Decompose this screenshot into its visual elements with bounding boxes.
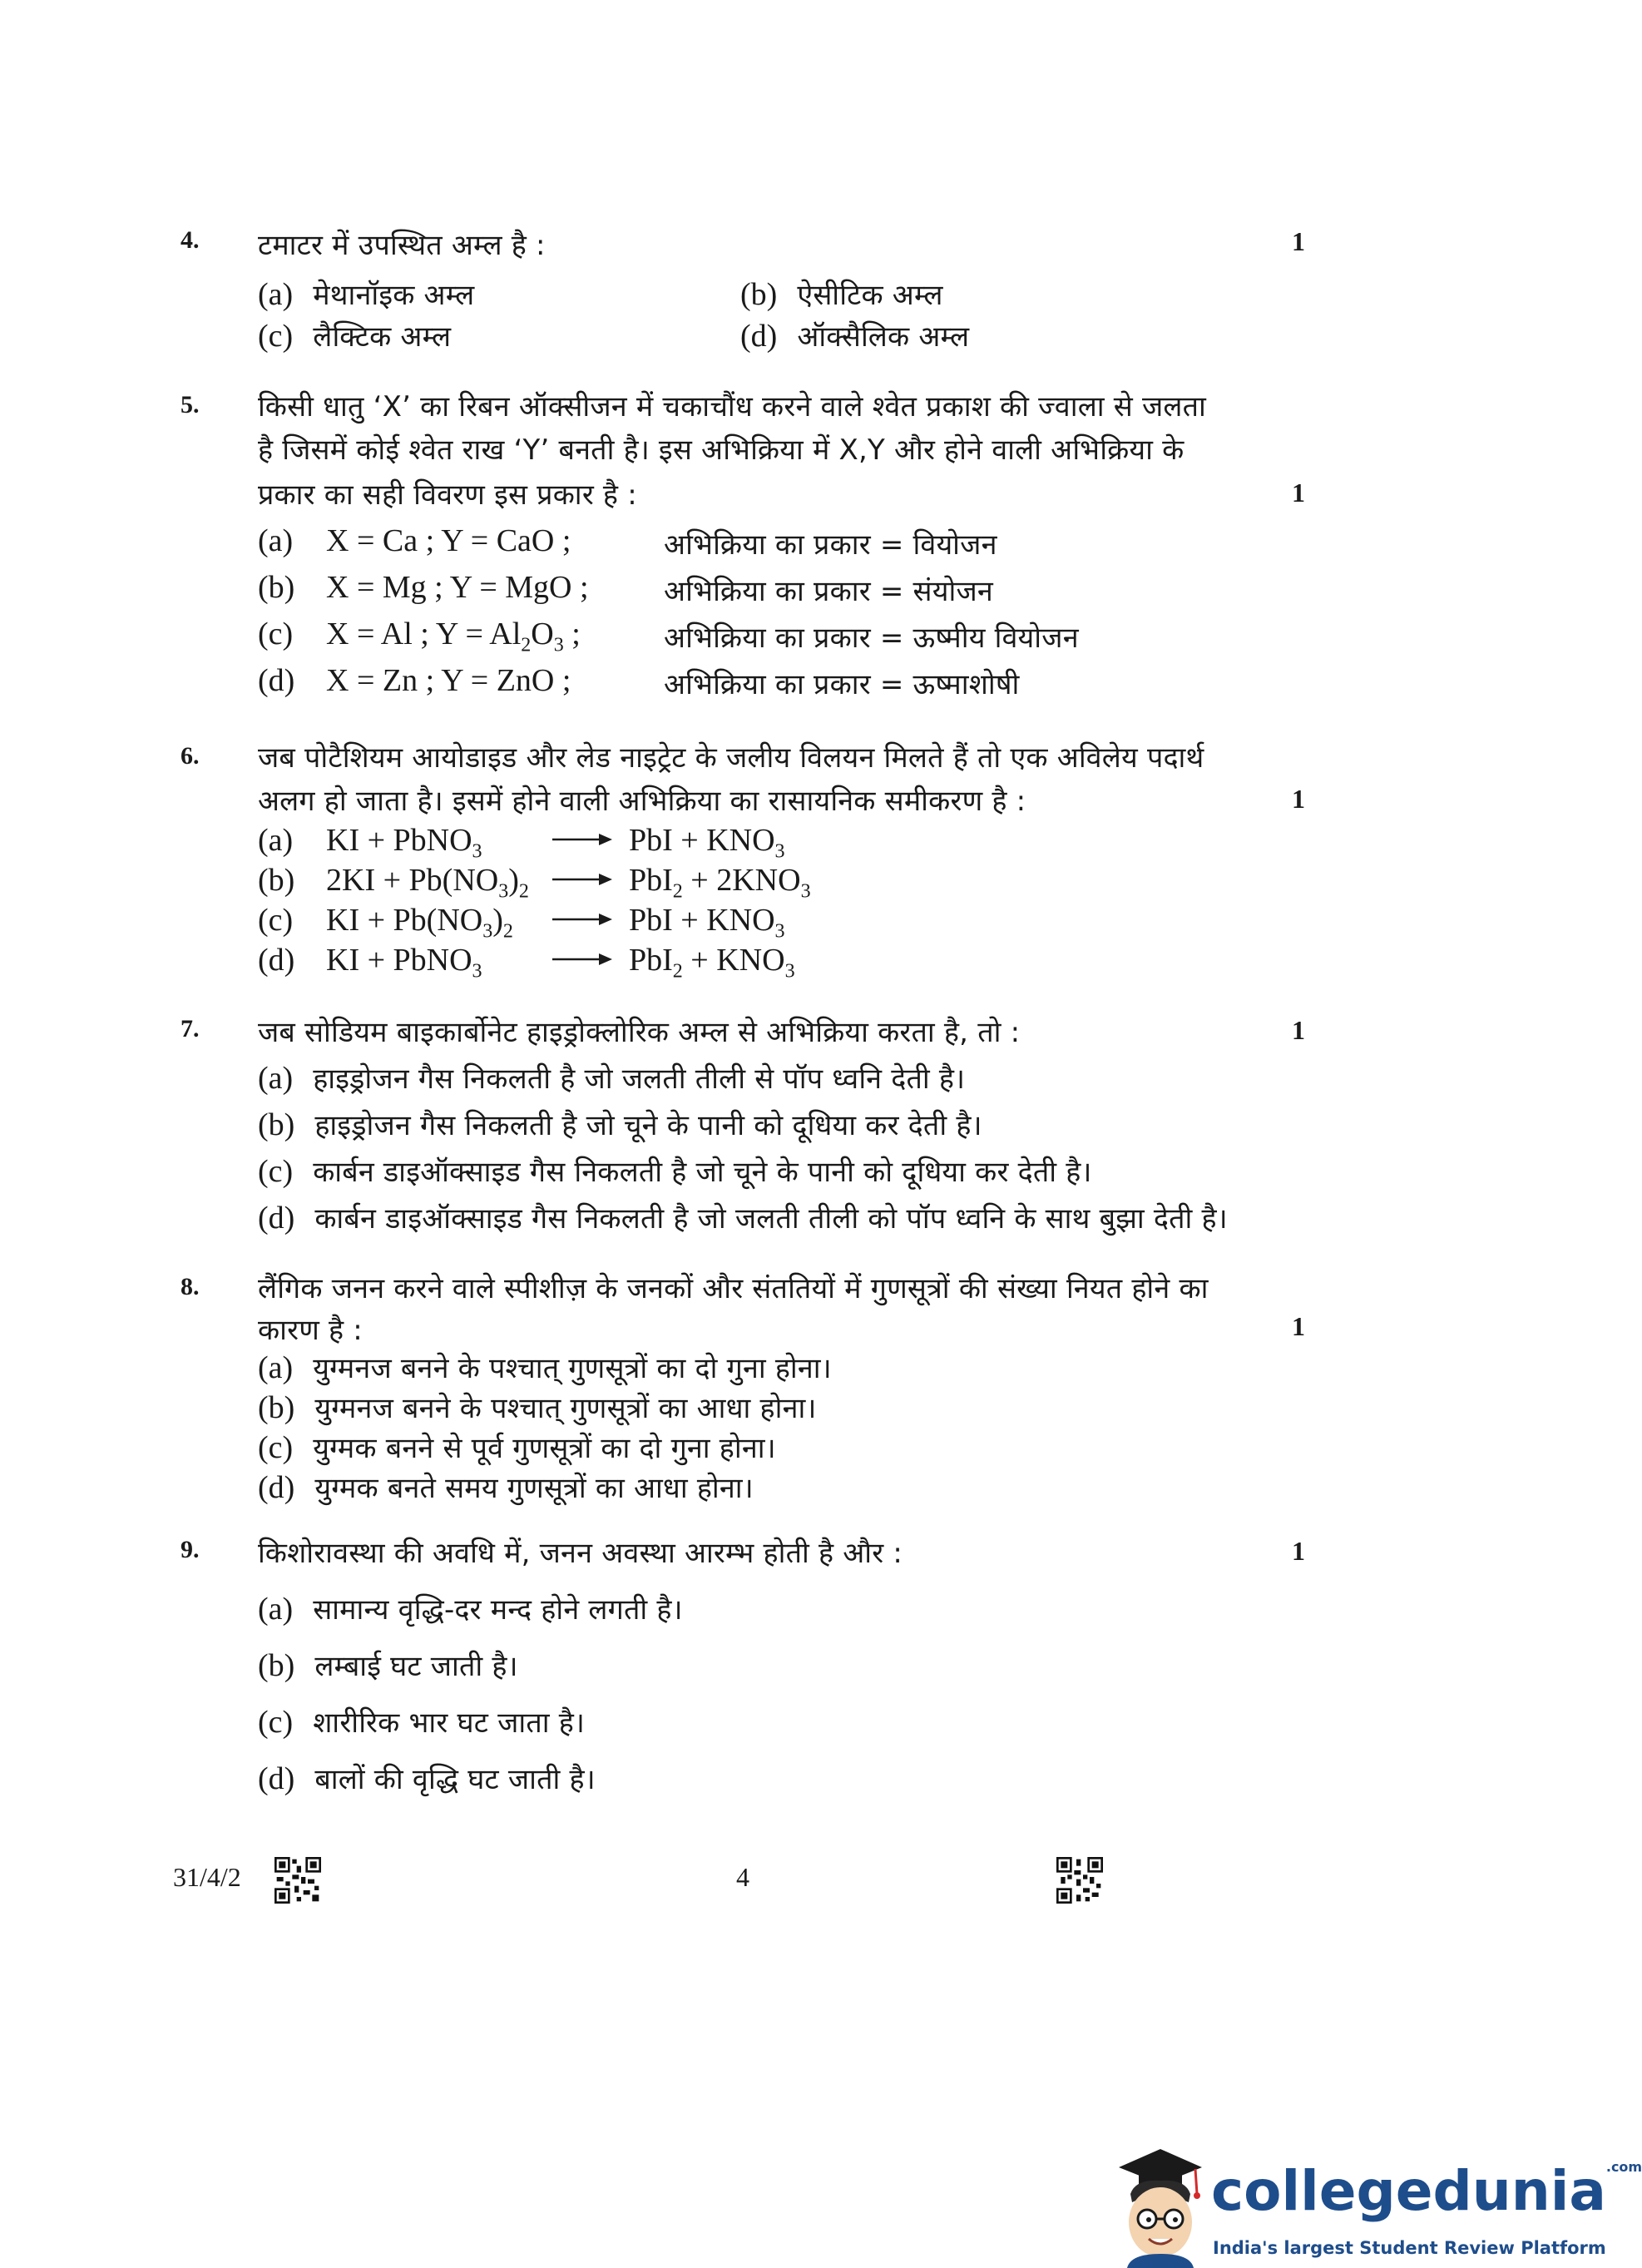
question-text-line: जब पोटैशियम आयोडाइड और लेड नाइट्रेट के जलीय विलयन मिलते हैं तो एक अविलेय पदार्थ <box>258 741 1204 775</box>
formula-subscript: 3 <box>800 880 811 903</box>
option-label: (a) <box>258 277 294 312</box>
formula-subscript: 3 <box>472 840 482 863</box>
option-row <box>258 1759 596 1797</box>
question-number: 7. <box>181 1015 200 1042</box>
option-label: (d) <box>258 1201 295 1236</box>
brand-tagline: India's largest Student Review Platform <box>1213 2238 1606 2258</box>
option-text: लैक्टिक अम्ल <box>313 320 452 354</box>
option-row <box>258 316 451 354</box>
formula-subscript: 2 <box>672 880 683 903</box>
option-label: (d) <box>258 1761 295 1796</box>
equation-lhs <box>326 822 482 864</box>
qr-code-icon <box>1056 1857 1103 1904</box>
option-text: सामान्य वृद्धि-दर मन्द होने लगती है। <box>313 1593 683 1627</box>
equation-rhs <box>629 862 811 904</box>
option-text: कार्बन डाइऑक्साइड गैस निकलती है जो जलती तीली को पॉप ध्वनि के साथ बुझा देती है। <box>314 1202 1228 1236</box>
option-text: युग्मक बनते समय गुणसूत्रों का आधा होना। <box>314 1472 754 1505</box>
option-text: युग्मक बनने से पूर्व गुणसूत्रों का दो गुना होना। <box>313 1432 776 1465</box>
option-text: शारीरिक भार घट जाता है। <box>313 1706 586 1740</box>
option-label: (c) <box>258 903 294 938</box>
question-text-line: लैंगिक जनन करने वाले स्पीशीज़ के जनकों और संततियों में गुणसूत्रों की संख्या नियत होने का <box>258 1272 1209 1305</box>
formula-subscript: 3 <box>498 880 509 903</box>
option-text: लम्बाई घट जाती है। <box>314 1650 518 1683</box>
option-label: (b) <box>258 570 295 605</box>
option-row <box>258 902 785 943</box>
equation-rhs <box>629 902 785 943</box>
option-label: (b) <box>258 1648 295 1683</box>
formula-subscript: 3 <box>784 960 795 983</box>
brand-logo-text <box>1211 2159 1642 2223</box>
formula-subscript: 3 <box>553 634 564 656</box>
question-marks: 1 <box>1292 226 1305 256</box>
option-formula: X = Zn ; Y = ZnO ; <box>326 663 571 698</box>
option-text: मेथानॉइक अम्ल <box>313 279 475 312</box>
option-row <box>258 1702 585 1741</box>
option-row <box>740 316 969 354</box>
question-number: 5. <box>181 391 200 418</box>
formula-subscript: 2 <box>502 920 513 943</box>
option-label: (d) <box>258 663 295 698</box>
formula-part: KI + PbNO <box>326 943 472 978</box>
option-reaction-type: अभिक्रिया का प्रकार = ऊष्मीय वियोजन <box>664 621 1079 655</box>
option-label: (c) <box>258 1430 294 1465</box>
option-row <box>258 569 993 608</box>
qr-code-icon <box>274 1857 321 1904</box>
equation-rhs <box>629 942 795 983</box>
reaction-arrow-icon <box>552 952 612 967</box>
option-row <box>258 1646 518 1684</box>
option-label: (d) <box>258 943 295 978</box>
formula-subscript: 2 <box>518 880 529 903</box>
option-row <box>258 275 474 313</box>
option-formula <box>326 616 581 657</box>
option-reaction-type: अभिक्रिया का प्रकार = वियोजन <box>664 528 997 562</box>
formula-part: ) <box>508 863 519 898</box>
option-row <box>258 1198 1228 1236</box>
option-label: (c) <box>258 1154 294 1189</box>
question-text-line: किसी धातु ‘X’ का रिबन ऑक्सीजन में चकाचौंध करने वाले श्वेत प्रकाश की ज्वाला से जलता <box>258 390 1207 423</box>
option-row <box>740 275 943 313</box>
reaction-arrow-icon <box>552 832 612 847</box>
reaction-arrow-icon <box>552 912 612 927</box>
question-text-line: कारण है : <box>258 1314 363 1347</box>
option-row <box>258 942 795 983</box>
option-formula: X = Ca ; Y = CaO ; <box>326 523 571 558</box>
question-marks: 1 <box>1292 478 1305 508</box>
option-text: हाइड्रोजन गैस निकलती है जो चूने के पानी को दूधिया कर देती है। <box>314 1109 982 1142</box>
brand-domain-suffix: .com <box>1605 2159 1642 2175</box>
formula-subscript: 3 <box>482 920 493 943</box>
option-reaction-type: अभिक्रिया का प्रकार = ऊष्माशोषी <box>664 668 1020 701</box>
option-text: हाइड्रोजन गैस निकलती है जो जलती तीली से पॉप ध्वनि देती है। <box>313 1062 966 1096</box>
option-label: (c) <box>258 319 294 354</box>
option-label: (b) <box>740 277 778 312</box>
reaction-arrow-icon <box>552 872 612 887</box>
option-row <box>258 662 1020 701</box>
question-text-line: प्रकार का सही विवरण इस प्रकार है : <box>258 478 637 512</box>
formula-part: PbI <box>629 943 673 978</box>
option-text: युग्मनज बनने के पश्चात् गुणसूत्रों का आधा होना। <box>314 1392 817 1425</box>
formula-part: KI + PbNO <box>326 823 472 858</box>
option-text: ऐसीटिक अम्ल <box>797 279 943 312</box>
option-text: कार्बन डाइऑक्साइड गैस निकलती है जो चूने के पानी को दूधिया कर देती है। <box>313 1156 1092 1189</box>
question-number: 4. <box>181 226 200 254</box>
question-number: 6. <box>181 742 200 770</box>
question-text: टमाटर में उपस्थित अम्ल है : <box>258 229 546 262</box>
formula-subscript: 2 <box>672 960 683 983</box>
option-row <box>258 822 785 863</box>
option-label: (c) <box>258 1705 294 1740</box>
formula-part: + KNO <box>682 943 785 978</box>
option-row <box>258 616 1079 656</box>
option-label: (a) <box>258 1350 294 1385</box>
option-label: (b) <box>258 1107 295 1142</box>
formula-part: ; <box>563 617 581 651</box>
formula-part: PbI + KNO <box>629 903 775 938</box>
question-number: 8. <box>181 1273 200 1300</box>
option-formula: X = Mg ; Y = MgO ; <box>326 570 589 605</box>
formula-part: PbI <box>629 863 673 898</box>
formula-subscript: 3 <box>774 840 785 863</box>
formula-part: 2KI + Pb(NO <box>326 863 499 898</box>
option-label: (a) <box>258 823 294 858</box>
brand-name: collegedunia <box>1211 2159 1606 2223</box>
option-text: युग्मनज बनने के पश्चात् गुणसूत्रों का दो गुना होना। <box>313 1352 832 1385</box>
formula-part: O <box>531 617 554 651</box>
formula-subscript: 2 <box>521 634 532 656</box>
paper-code: 31/4/2 <box>173 1862 241 1892</box>
option-label: (a) <box>258 1061 294 1096</box>
question-marks: 1 <box>1292 1311 1305 1341</box>
option-row <box>258 522 997 562</box>
equation-lhs <box>326 902 513 943</box>
option-text: बालों की वृद्धि घट जाती है। <box>314 1763 596 1796</box>
option-label: (c) <box>258 617 294 651</box>
formula-part: PbI + KNO <box>629 823 775 858</box>
option-row <box>258 1058 965 1097</box>
page-number: 4 <box>736 1862 749 1892</box>
option-label: (a) <box>258 1592 294 1627</box>
question-marks: 1 <box>1292 784 1305 814</box>
option-row <box>258 1388 817 1426</box>
option-label: (a) <box>258 523 294 558</box>
question-number: 9. <box>181 1536 200 1563</box>
option-label: (d) <box>258 1470 295 1505</box>
formula-subscript: 3 <box>774 920 785 943</box>
option-row <box>258 1428 776 1466</box>
formula-subscript: 3 <box>472 960 482 983</box>
question-text: जब सोडियम बाइकार्बोनेट हाइड्रोक्लोरिक अम्ल से अभिक्रिया करता है, तो : <box>258 1016 1021 1049</box>
question-marks: 1 <box>1292 1015 1305 1045</box>
formula-part: X = Al ; Y = Al <box>326 617 522 651</box>
question-marks: 1 <box>1292 1536 1305 1566</box>
formula-part: + 2KNO <box>682 863 801 898</box>
option-label: (b) <box>258 1390 295 1425</box>
option-label: (d) <box>740 319 778 354</box>
question-text: किशोरावस्था की अवधि में, जनन अवस्था आरम्भ होती है और : <box>258 1537 903 1570</box>
option-row <box>258 1151 1092 1190</box>
formula-part: KI + Pb(NO <box>326 903 483 938</box>
equation-rhs <box>629 822 785 864</box>
option-text: ऑक्सैलिक अम्ल <box>797 320 970 354</box>
option-row <box>258 1468 754 1506</box>
option-row <box>258 1589 683 1627</box>
question-text-line: अलग हो जाता है। इसमें होने वाली अभिक्रिया का रासायनिक समीकरण है : <box>258 785 1026 818</box>
option-reaction-type: अभिक्रिया का प्रकार = संयोजन <box>664 575 993 608</box>
option-row <box>258 1105 982 1143</box>
question-text-line: है जिसमें कोई श्वेत राख ‘Y’ बनती है। इस अभिक्रिया में X,Y और होने वाली अभिक्रिया के <box>258 433 1185 467</box>
option-row <box>258 1348 832 1386</box>
option-label: (b) <box>258 863 295 898</box>
equation-lhs <box>326 942 482 983</box>
formula-part: ) <box>492 903 503 938</box>
mascot-logo-icon <box>1102 2142 1210 2268</box>
option-row <box>258 862 811 903</box>
equation-lhs <box>326 862 529 904</box>
